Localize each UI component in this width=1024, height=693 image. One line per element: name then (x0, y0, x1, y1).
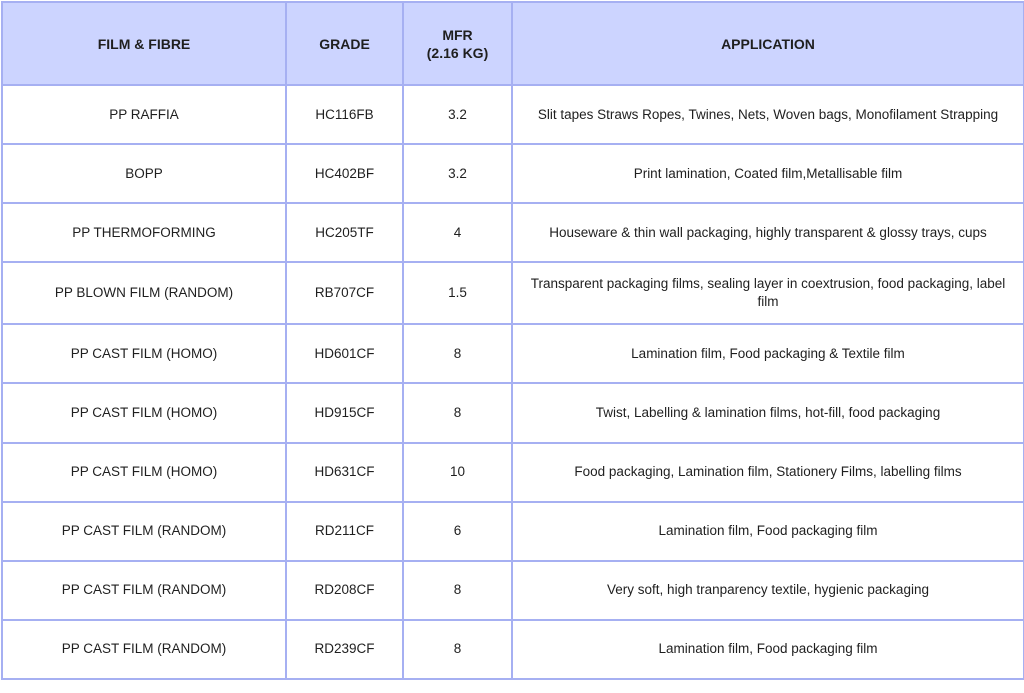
cell-grade: RD239CF (286, 620, 403, 679)
cell-mfr: 8 (403, 561, 512, 620)
cell-film: PP CAST FILM (RANDOM) (2, 561, 286, 620)
grades-table (1, 1, 1024, 680)
cell-grade: HD631CF (286, 443, 403, 502)
cell-film: PP CAST FILM (RANDOM) (2, 502, 286, 561)
cell-mfr: 1.5 (403, 262, 512, 324)
cell-film: PP THERMOFORMING (2, 203, 286, 262)
cell-film: BOPP (2, 144, 286, 203)
cell-mfr: 8 (403, 383, 512, 442)
cell-grade: HC402BF (286, 144, 403, 203)
table-row (2, 324, 1024, 383)
cell-mfr: 3.2 (403, 144, 512, 203)
header-mfr-line2: (2.16 KG) (426, 44, 489, 61)
cell-grade: HD601CF (286, 324, 403, 383)
table-row (2, 383, 1024, 442)
cell-mfr: 10 (403, 443, 512, 502)
cell-mfr: 3.2 (403, 85, 512, 144)
header-row (2, 2, 1024, 85)
cell-application: Print lamination, Coated film,Metallisable film (512, 144, 1024, 203)
cell-application: Very soft, high tranparency textile, hygienic packaging (512, 561, 1024, 620)
cell-mfr: 8 (403, 620, 512, 679)
cell-film: PP CAST FILM (HOMO) (2, 324, 286, 383)
table-row (2, 620, 1024, 679)
table-row (2, 502, 1024, 561)
cell-grade: RD208CF (286, 561, 403, 620)
cell-mfr: 6 (403, 502, 512, 561)
header-film-fibre: FILM & FIBRE (2, 2, 286, 85)
header-mfr (403, 2, 512, 85)
cell-film: PP BLOWN FILM (RANDOM) (2, 262, 286, 324)
cell-application: Lamination film, Food packaging film (512, 502, 1024, 561)
cell-film: PP CAST FILM (HOMO) (2, 383, 286, 442)
table-row (2, 561, 1024, 620)
header-grade: GRADE (286, 2, 403, 85)
cell-grade: RD211CF (286, 502, 403, 561)
cell-grade: HC116FB (286, 85, 403, 144)
cell-mfr: 4 (403, 203, 512, 262)
cell-film: PP RAFFIA (2, 85, 286, 144)
cell-application: Houseware & thin wall packaging, highly transparent & glossy trays, cups (512, 203, 1024, 262)
table-row (2, 203, 1024, 262)
cell-application: Transparent packaging films, sealing layer in coextrusion, food packaging, label film (512, 262, 1024, 324)
cell-grade: HD915CF (286, 383, 403, 442)
cell-film: PP CAST FILM (RANDOM) (2, 620, 286, 679)
header-application: APPLICATION (512, 2, 1024, 85)
cell-application: Twist, Labelling & lamination films, hot-fill, food packaging (512, 383, 1024, 442)
table-row (2, 144, 1024, 203)
cell-application: Food packaging, Lamination film, Stationery Films, labelling films (512, 443, 1024, 502)
cell-grade: HC205TF (286, 203, 403, 262)
cell-mfr: 8 (403, 324, 512, 383)
header-mfr-line1: MFR (442, 26, 473, 43)
cell-application: Lamination film, Food packaging & Textile film (512, 324, 1024, 383)
cell-application: Lamination film, Food packaging film (512, 620, 1024, 679)
table-row (2, 85, 1024, 144)
cell-film: PP CAST FILM (HOMO) (2, 443, 286, 502)
cell-grade: RB707CF (286, 262, 403, 324)
table-row (2, 262, 1024, 324)
table-row (2, 443, 1024, 502)
cell-application: Slit tapes Straws Ropes, Twines, Nets, Woven bags, Monofilament Strapping (512, 85, 1024, 144)
